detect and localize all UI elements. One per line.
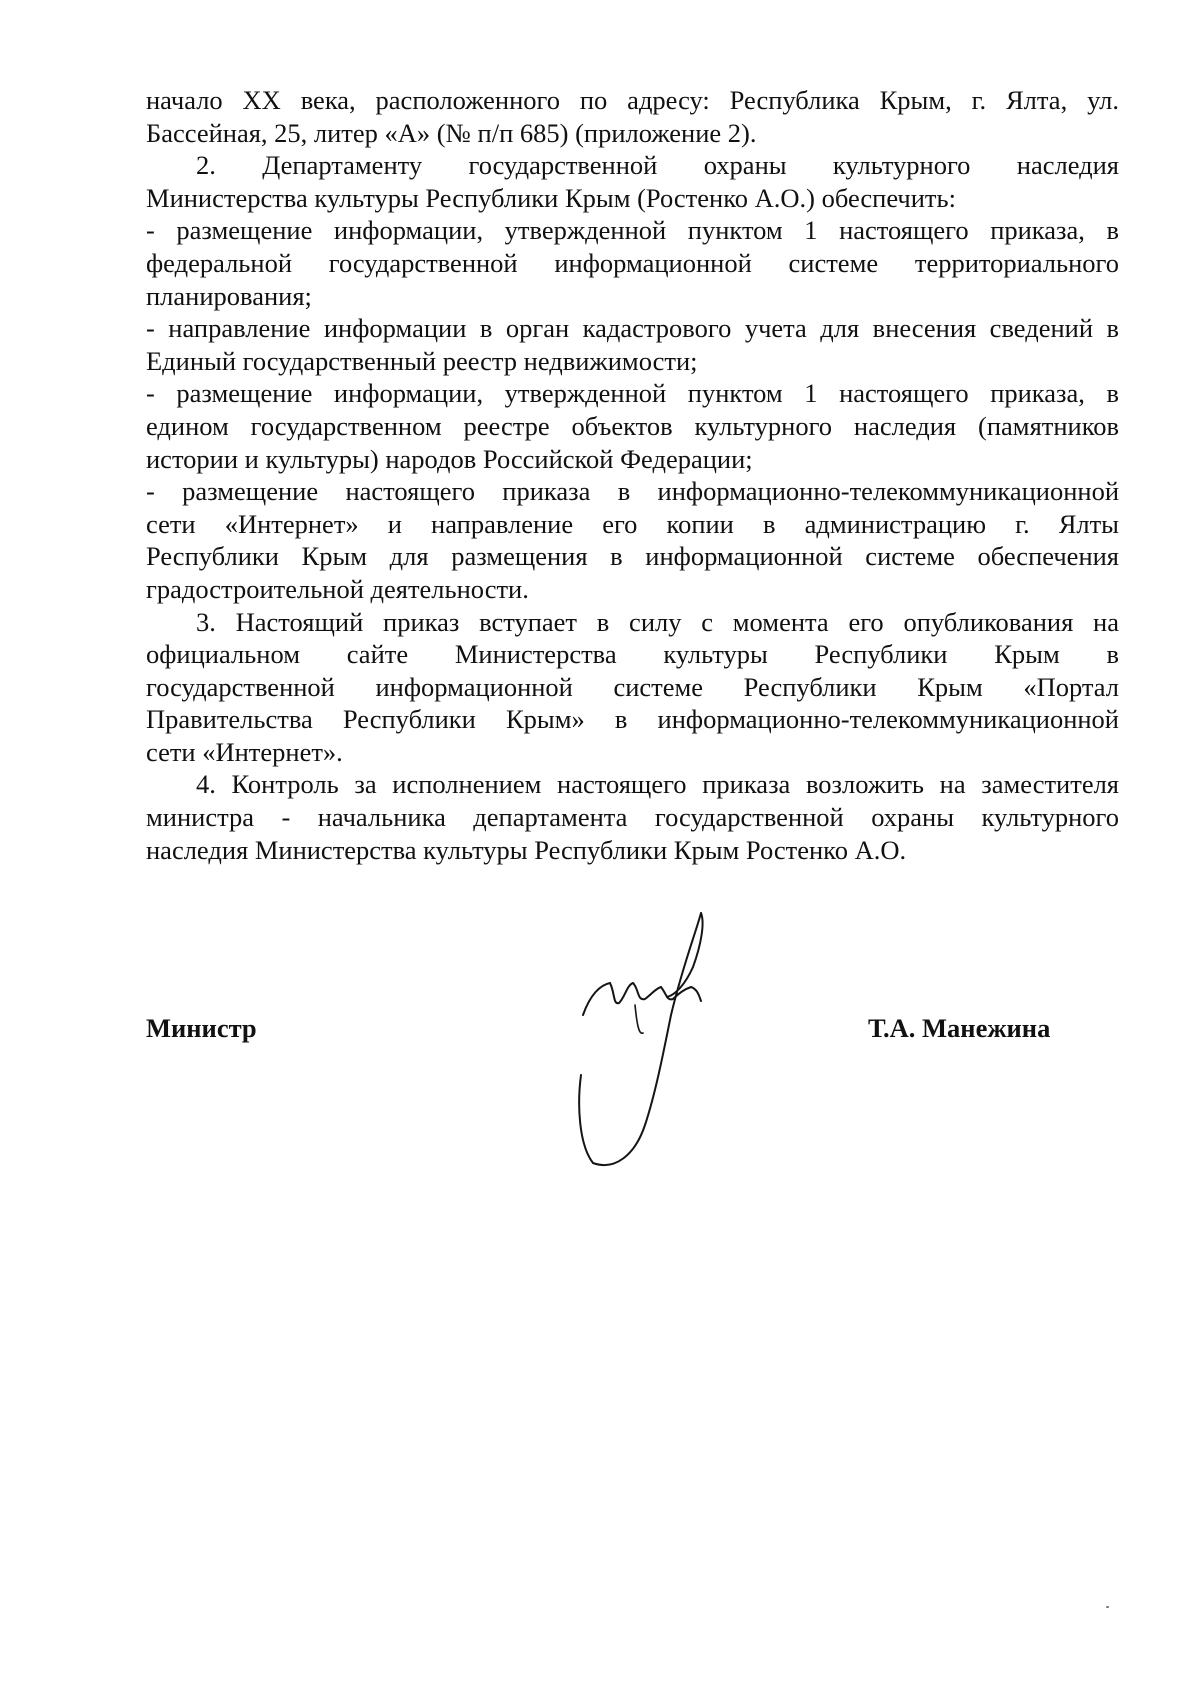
- bullet-1-line: федеральной государственной информационной системе территориального: [146, 247, 1119, 278]
- handwritten-signature: [575, 905, 750, 1175]
- bullet-4-line: сети «Интернет» и направление его копии в администрацию г. Ялты: [146, 508, 1119, 539]
- bullet-2-line: - направление информации в орган кадастрового учета для внесения сведений в: [146, 313, 1119, 344]
- bullet-1-line: - размещение информации, утвержденной пунктом 1 настоящего приказа, в: [146, 215, 1119, 246]
- signer-name: Т.А. Манежина: [868, 1013, 1051, 1043]
- item-3-line: государственной информационной системе Республики Крым «Портал: [146, 671, 1119, 702]
- item-4-line: 4. Контроль за исполнением настоящего приказа возложить на заместителя: [196, 769, 1119, 800]
- bullet-1-line: планирования;: [146, 280, 312, 311]
- item-3-line: 3. Настоящий приказ вступает в силу с момента его опубликования на: [196, 606, 1119, 637]
- bullet-3-line: едином государственном реестре объектов культурного наследия (памятников: [146, 410, 1119, 441]
- item-3-line: официальном сайте Министерства культуры Республики Крым в: [146, 639, 1119, 670]
- bullet-4-line: градостроительной деятельности.: [146, 573, 529, 604]
- bullet-4-line: - размещение настоящего приказа в информационно-телекоммуникационной: [146, 476, 1119, 507]
- item-3-line: сети «Интернет».: [146, 736, 343, 767]
- signer-title: Министр: [146, 1013, 257, 1043]
- item-3-line: Правительства Республики Крым» в информационно-телекоммуникационной: [146, 704, 1119, 735]
- bullet-3-line: истории и культуры) народов Российской Федерации;: [146, 443, 753, 474]
- bullet-2-line: Единый государственный реестр недвижимости;: [146, 345, 698, 376]
- bullet-4-line: Республики Крым для размещения в информационной системе обеспечения: [146, 541, 1119, 572]
- item-2-line: 2. Департаменту государственной охраны культурного наследия: [196, 150, 1119, 181]
- scan-artifact: [1106, 1606, 1109, 1608]
- paragraph-line: Бассейная, 25, литер «А» (№ п/п 685) (приложение 2).: [146, 117, 757, 148]
- paragraph-line: начало XX века, расположенного по адресу: Республика Крым, г. Ялта, ул.: [146, 85, 1119, 115]
- item-4-line: министра - начальника департамента государственной охраны культурного: [146, 802, 1119, 833]
- bullet-3-line: - размещение информации, утвержденной пунктом 1 настоящего приказа, в: [146, 378, 1119, 409]
- item-2-line: Министерства культуры Республики Крым (Ростенко А.О.) обеспечить:: [146, 182, 956, 213]
- item-4-line: наследия Министерства культуры Республики Крым Ростенко А.О.: [146, 834, 907, 865]
